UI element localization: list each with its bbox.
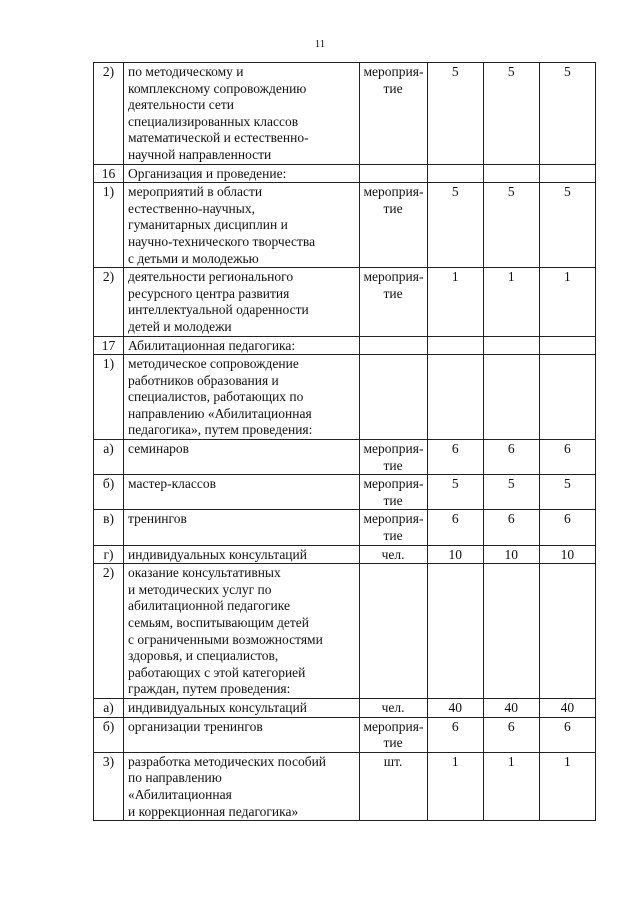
row-value-3-cell bbox=[539, 698, 595, 717]
row-number-text: а) bbox=[103, 699, 114, 715]
row-value-2-cell bbox=[483, 440, 539, 475]
row-description-text: организации тренингов bbox=[128, 718, 263, 734]
row-value-1-cell bbox=[427, 355, 483, 440]
row-value-1-text: 10 bbox=[448, 546, 462, 562]
row-unit-cell bbox=[359, 164, 427, 183]
table-row bbox=[94, 510, 596, 545]
row-value-1-text: 40 bbox=[448, 699, 462, 715]
row-value-3-text: 5 bbox=[564, 64, 571, 79]
row-value-1-text: 6 bbox=[451, 718, 459, 734]
row-description-cell bbox=[124, 698, 359, 717]
row-description-text: семинаров bbox=[128, 441, 190, 457]
row-value-3-text: 6 bbox=[564, 511, 571, 527]
row-description-cell bbox=[124, 63, 359, 165]
row-unit-cell bbox=[359, 336, 427, 355]
row-number-text: г) bbox=[103, 546, 114, 562]
table-row bbox=[94, 564, 596, 699]
row-number-cell bbox=[94, 564, 124, 699]
row-value-2-text: 5 bbox=[507, 184, 515, 200]
row-value-3-cell bbox=[539, 268, 595, 336]
row-unit-text: мероприя- тие bbox=[363, 64, 424, 96]
row-unit-text: мероприя- тие bbox=[363, 269, 424, 301]
row-value-2-cell bbox=[483, 475, 539, 510]
row-value-3-text: 40 bbox=[560, 699, 575, 715]
row-value-1-cell bbox=[427, 183, 483, 268]
row-number-text: 3) bbox=[102, 753, 115, 769]
row-description-text: индивидуальных консультаций bbox=[128, 699, 307, 715]
row-unit-cell bbox=[359, 183, 427, 268]
table-row bbox=[94, 440, 596, 475]
row-number-text: 2) bbox=[102, 269, 115, 285]
row-unit-cell bbox=[359, 564, 427, 699]
row-value-1-text: 1 bbox=[451, 269, 459, 285]
row-description-cell bbox=[124, 545, 359, 564]
row-unit-cell bbox=[359, 475, 427, 510]
table-row bbox=[94, 752, 596, 820]
row-number-text: 17 bbox=[101, 337, 116, 353]
row-value-1-cell bbox=[427, 545, 483, 564]
row-value-3-cell bbox=[539, 355, 595, 440]
row-value-3-cell bbox=[539, 440, 595, 475]
row-number-text: 16 bbox=[101, 165, 116, 181]
row-value-3-text: 6 bbox=[564, 718, 571, 734]
row-value-3-text: 1 bbox=[564, 753, 571, 769]
activities-table bbox=[93, 62, 596, 821]
row-value-2-cell bbox=[483, 183, 539, 268]
row-number-cell bbox=[94, 440, 124, 475]
row-description-text: Абилитационная педагогика: bbox=[128, 337, 296, 353]
row-value-2-text: 5 bbox=[507, 64, 515, 79]
row-number-cell bbox=[94, 183, 124, 268]
row-number-cell bbox=[94, 336, 124, 355]
row-value-2-cell bbox=[483, 698, 539, 717]
row-value-1-text: 5 bbox=[451, 64, 459, 79]
table-row bbox=[94, 268, 596, 336]
row-value-3-cell bbox=[539, 63, 595, 165]
row-number-text: 2) bbox=[102, 565, 115, 581]
row-value-2-cell bbox=[483, 545, 539, 564]
row-value-2-text: 5 bbox=[507, 476, 515, 492]
row-number-cell bbox=[94, 717, 124, 752]
row-number-text: в) bbox=[103, 511, 114, 527]
row-unit-text: мероприя- тие bbox=[363, 718, 424, 751]
row-value-1-cell bbox=[427, 440, 483, 475]
row-value-2-text: 40 bbox=[504, 699, 519, 715]
row-value-1-text: 6 bbox=[451, 511, 459, 527]
row-value-3-cell bbox=[539, 164, 595, 183]
row-unit-cell bbox=[359, 440, 427, 475]
row-value-2-cell bbox=[483, 752, 539, 820]
row-value-1-cell bbox=[427, 268, 483, 336]
row-value-2-cell bbox=[483, 268, 539, 336]
table-body bbox=[94, 63, 596, 821]
table-row bbox=[94, 63, 596, 165]
row-number-text: б) bbox=[102, 718, 115, 734]
row-description-cell bbox=[124, 336, 359, 355]
row-description-cell bbox=[124, 510, 359, 545]
row-value-2-cell bbox=[483, 336, 539, 355]
row-value-2-text: 6 bbox=[507, 511, 515, 527]
row-value-2-text: 1 bbox=[507, 753, 515, 769]
row-unit-cell bbox=[359, 268, 427, 336]
row-number-text: 2) bbox=[102, 64, 115, 79]
row-description-cell bbox=[124, 752, 359, 820]
row-unit-cell bbox=[359, 752, 427, 820]
row-number-cell bbox=[94, 698, 124, 717]
row-description-text: тренингов bbox=[128, 511, 187, 527]
row-value-1-cell bbox=[427, 564, 483, 699]
row-unit-text: мероприя- тие bbox=[363, 476, 424, 508]
row-description-text: методическое сопровождение работников образования и специалистов, работающих по направлению «Абилитационная педагогика», путем проведения: bbox=[128, 356, 313, 438]
row-value-1-cell bbox=[427, 336, 483, 355]
row-value-3-text: 10 bbox=[560, 546, 575, 562]
row-value-3-cell bbox=[539, 475, 595, 510]
row-value-1-cell bbox=[427, 752, 483, 820]
row-value-3-text: 6 bbox=[564, 441, 571, 457]
row-description-cell bbox=[124, 475, 359, 510]
row-unit-text: чел. bbox=[381, 699, 405, 715]
table-row bbox=[94, 183, 596, 268]
row-value-3-cell bbox=[539, 336, 595, 355]
row-description-cell bbox=[124, 268, 359, 336]
row-unit-cell bbox=[359, 355, 427, 440]
row-unit-cell bbox=[359, 63, 427, 165]
table-row bbox=[94, 475, 596, 510]
row-number-text: 1) bbox=[102, 356, 115, 372]
row-value-3-cell bbox=[539, 183, 595, 268]
row-description-cell bbox=[124, 564, 359, 699]
row-value-1-text: 5 bbox=[451, 184, 459, 200]
row-description-text: разработка методических пособий по направлению «Абилитационная и коррекционная педагогика» bbox=[128, 753, 327, 819]
table-row bbox=[94, 355, 596, 440]
row-description-text: мастер-классов bbox=[128, 476, 217, 492]
row-number-cell bbox=[94, 752, 124, 820]
row-value-3-cell bbox=[539, 510, 595, 545]
table-row bbox=[94, 164, 596, 183]
row-number-cell bbox=[94, 63, 124, 165]
row-unit-cell bbox=[359, 545, 427, 564]
table-row bbox=[94, 545, 596, 564]
row-unit-text: мероприя- тие bbox=[363, 441, 424, 473]
row-unit-text: мероприя- тие bbox=[363, 184, 424, 216]
row-value-2-cell bbox=[483, 164, 539, 183]
row-value-2-cell bbox=[483, 564, 539, 699]
row-unit-text: шт. bbox=[383, 753, 403, 769]
row-value-1-cell bbox=[427, 717, 483, 752]
row-number-text: б) bbox=[102, 476, 115, 492]
row-value-3-cell bbox=[539, 717, 595, 752]
row-number-cell bbox=[94, 510, 124, 545]
row-number-cell bbox=[94, 164, 124, 183]
row-unit-cell bbox=[359, 717, 427, 752]
row-description-cell bbox=[124, 183, 359, 268]
row-description-text: оказание консультативных и методических услуг по абилитационной педагогике семьям, воспитывающим детей с ограниченными возможностями здоровья, и специалистов, работающих с этой категорией граждан, путем проведения: bbox=[128, 565, 323, 697]
row-value-3-cell bbox=[539, 752, 595, 820]
row-number-text: 1) bbox=[102, 184, 115, 200]
row-value-2-cell bbox=[483, 63, 539, 165]
page-number: 11 bbox=[314, 38, 326, 50]
row-value-3-text: 5 bbox=[564, 476, 571, 492]
row-description-cell bbox=[124, 717, 359, 752]
row-value-2-text: 10 bbox=[504, 546, 519, 562]
row-value-1-text: 6 bbox=[451, 441, 459, 457]
table-row bbox=[94, 698, 596, 717]
row-unit-text: чел. bbox=[381, 546, 405, 562]
row-value-1-text: 1 bbox=[451, 753, 459, 769]
row-description-text: Организация и проведение: bbox=[128, 165, 287, 181]
row-number-text: а) bbox=[103, 441, 114, 457]
row-value-1-cell bbox=[427, 63, 483, 165]
row-value-1-cell bbox=[427, 510, 483, 545]
row-number-cell bbox=[94, 268, 124, 336]
row-value-1-cell bbox=[427, 475, 483, 510]
row-value-2-cell bbox=[483, 717, 539, 752]
row-value-3-text: 1 bbox=[564, 269, 571, 285]
row-unit-cell bbox=[359, 510, 427, 545]
row-description-cell bbox=[124, 440, 359, 475]
row-description-text: деятельности регионального ресурсного центра развития интеллектуальной одаренности детей и молодежи bbox=[128, 269, 309, 334]
row-value-3-cell bbox=[539, 545, 595, 564]
row-value-3-text: 5 bbox=[564, 184, 571, 200]
table-row bbox=[94, 336, 596, 355]
row-description-text: по методическому и комплексному сопровождению деятельности сети специализированных классов математической и естественно- научной направленности bbox=[128, 64, 309, 162]
row-unit-cell bbox=[359, 698, 427, 717]
row-value-2-text: 6 bbox=[507, 718, 515, 734]
row-number-cell bbox=[94, 545, 124, 564]
row-value-1-text: 5 bbox=[451, 476, 459, 492]
row-number-cell bbox=[94, 355, 124, 440]
row-value-1-cell bbox=[427, 164, 483, 183]
table-row bbox=[94, 717, 596, 752]
row-description-text: мероприятий в области естественно-научных, гуманитарных дисциплин и научно-технического творчества с детьми и молодежью bbox=[128, 184, 316, 266]
row-value-2-text: 6 bbox=[507, 441, 515, 457]
row-value-3-cell bbox=[539, 564, 595, 699]
row-description-cell bbox=[124, 355, 359, 440]
row-value-2-cell bbox=[483, 355, 539, 440]
row-description-cell bbox=[124, 164, 359, 183]
row-value-1-cell bbox=[427, 698, 483, 717]
row-number-cell bbox=[94, 475, 124, 510]
row-unit-text: мероприя- тие bbox=[363, 511, 424, 544]
row-value-2-cell bbox=[483, 510, 539, 545]
row-description-text: индивидуальных консультаций bbox=[128, 546, 307, 562]
row-value-2-text: 1 bbox=[507, 269, 515, 285]
